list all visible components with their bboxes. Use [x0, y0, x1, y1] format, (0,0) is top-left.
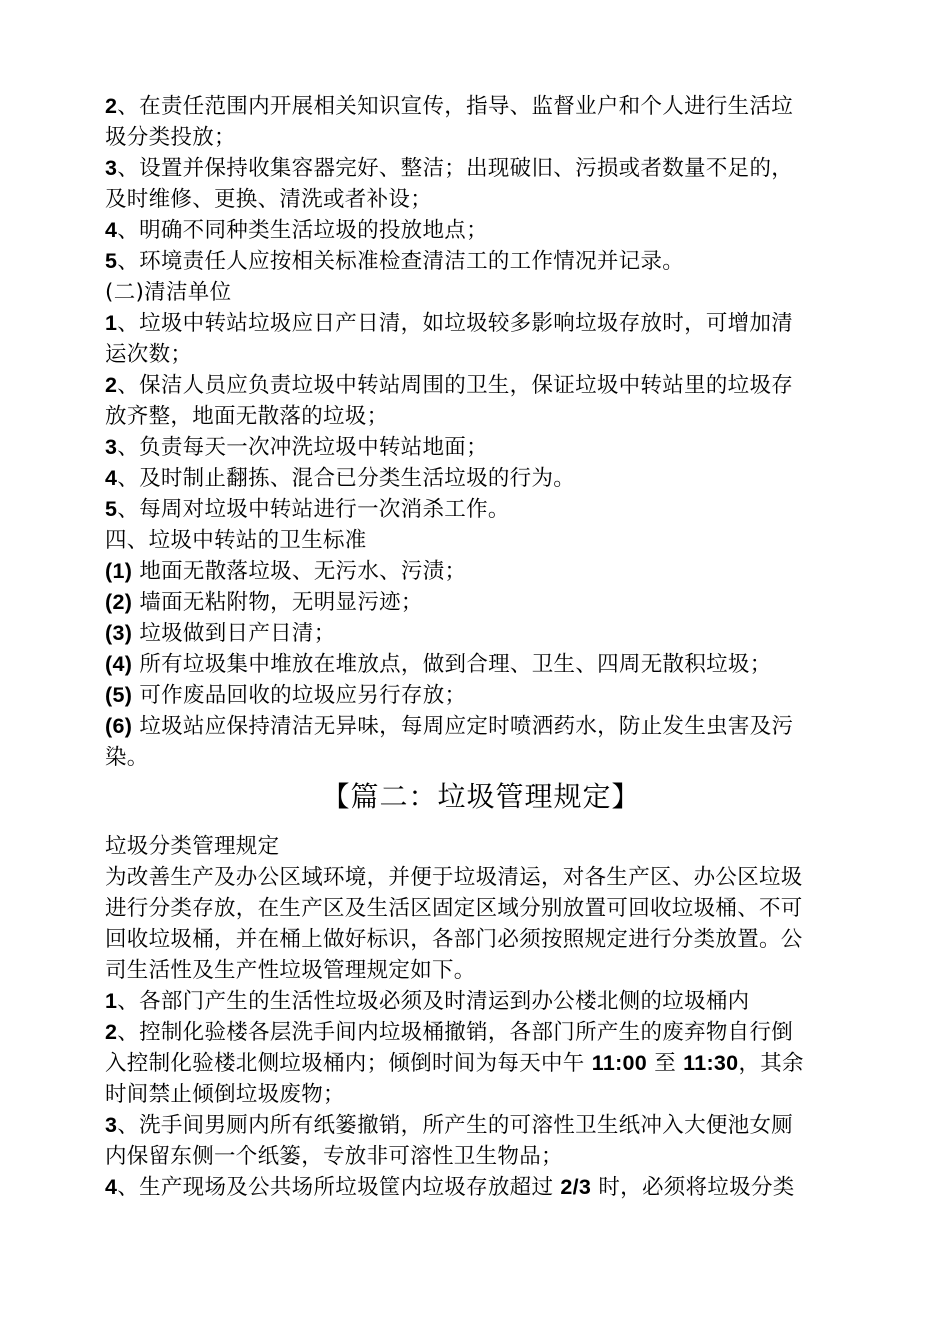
line-text-middle: 至 — [647, 1051, 684, 1076]
line-text: 可作废品回收的垃圾应另行存放； — [132, 683, 467, 708]
text-line — [105, 1172, 857, 1203]
text-line — [105, 618, 857, 649]
line-text: 、每周对垃圾中转站进行一次消杀工作。 — [117, 497, 510, 522]
text-line — [105, 1079, 857, 1110]
text-line — [105, 649, 857, 680]
item-number: (4) — [105, 652, 133, 676]
item-number: 3 — [105, 435, 118, 459]
item-number: (3) — [105, 621, 133, 645]
text-line — [105, 277, 857, 308]
line-text: 回收垃圾桶，并在桶上做好标识，各部门必须按照规定进行分类放置。公 — [105, 927, 803, 952]
line-text: 所有垃圾集中堆放在堆放点，做到合理、卫生、四周无散积垃圾； — [132, 652, 772, 677]
line-text: 垃圾站应保持清洁无异味，每周应定时喷洒药水，防止发生虫害及污 — [132, 714, 794, 739]
line-text: 时间禁止倾倒垃圾废物； — [105, 1082, 345, 1107]
text-line — [105, 246, 857, 277]
line-text: 、洗手间男厕内所有纸篓撤销，所产生的可溶性卫生纸冲入大便池女厕 — [117, 1113, 794, 1138]
text-line — [105, 1017, 857, 1048]
line-text: 进行分类存放，在生产区及生活区固定区域分别放置可回收垃圾桶、不可 — [105, 896, 803, 921]
item-number: 4 — [105, 1175, 118, 1199]
section-two — [105, 831, 857, 1203]
line-text: 司生活性及生产性垃圾管理规定如下。 — [105, 958, 476, 983]
text-line — [105, 91, 857, 122]
bold-value: 2/3 — [560, 1175, 592, 1199]
line-text-tail: ，其余 — [738, 1051, 804, 1076]
text-line — [105, 862, 857, 893]
text-line — [105, 494, 857, 525]
line-text: 、在责任范围内开展相关知识宣传，指导、监督业户和个人进行生活垃 — [117, 94, 794, 119]
line-text: 垃圾做到日产日清； — [132, 621, 336, 646]
text-line — [105, 986, 857, 1017]
text-line — [105, 711, 857, 742]
text-line — [105, 525, 857, 556]
item-number: 2 — [105, 94, 118, 118]
line-text: 运次数； — [105, 342, 193, 367]
line-text: 四、垃圾中转站的卫生标准 — [105, 528, 367, 553]
line-text: 、垃圾中转站垃圾应日产日清，如垃圾较多影响垃圾存放时，可增加清 — [117, 311, 794, 336]
bold-value: 11:00 — [591, 1051, 648, 1075]
text-line — [105, 370, 857, 401]
text-line — [105, 339, 857, 370]
text-line — [105, 955, 857, 986]
line-text: 、设置并保持收集容器完好、整洁；出现破旧、污损或者数量不足的， — [117, 156, 794, 181]
section-one — [105, 91, 857, 773]
line-text: 垃圾分类管理规定 — [105, 834, 280, 859]
line-text: (二)清洁单位 — [105, 280, 232, 305]
text-line — [105, 153, 857, 184]
text-line — [105, 742, 857, 773]
item-number: 5 — [105, 249, 118, 273]
line-text: 圾分类投放； — [105, 125, 236, 150]
item-number: 5 — [105, 497, 118, 521]
line-text: 、控制化验楼各层洗手间内垃圾桶撤销，各部门所产生的废弃物自行倒 — [117, 1020, 794, 1045]
text-line — [105, 184, 857, 215]
line-text: 、各部门产生的生活性垃圾必须及时清运到办公楼北侧的垃圾桶内 — [117, 989, 750, 1014]
line-text: 放齐整，地面无散落的垃圾； — [105, 404, 389, 429]
item-number: 2 — [105, 373, 118, 397]
text-line — [105, 1141, 857, 1172]
line-text: 、负责每天一次冲洗垃圾中转站地面； — [117, 435, 488, 460]
line-text: 染。 — [105, 745, 149, 770]
item-number: 1 — [105, 989, 118, 1013]
text-line — [105, 556, 857, 587]
item-number: (2) — [105, 590, 133, 614]
item-number: (6) — [105, 714, 133, 738]
text-line — [105, 215, 857, 246]
text-line — [105, 122, 857, 153]
item-number: 4 — [105, 466, 118, 490]
section-heading: 【篇二：垃圾管理规定】 — [321, 780, 641, 813]
item-number: 4 — [105, 218, 118, 242]
document-page — [105, 91, 857, 1203]
text-line — [105, 831, 857, 862]
text-line — [105, 432, 857, 463]
text-line — [105, 463, 857, 494]
text-line — [105, 308, 857, 339]
line-text: 、生产现场及公共场所垃圾筐内垃圾存放超过 — [117, 1175, 561, 1200]
text-line — [105, 1110, 857, 1141]
text-line — [105, 893, 857, 924]
line-text: 、保洁人员应负责垃圾中转站周围的卫生，保证垃圾中转站里的垃圾存 — [117, 373, 794, 398]
line-text: 为改善生产及办公区域环境，并便于垃圾清运，对各生产区、办公区垃圾 — [105, 865, 803, 890]
text-line — [105, 924, 857, 955]
text-line — [105, 401, 857, 432]
line-text: 入控制化验楼北侧垃圾桶内；倾倒时间为每天中午 — [105, 1051, 592, 1076]
line-text: 、明确不同种类生活垃圾的投放地点； — [117, 218, 488, 243]
item-number: (5) — [105, 683, 133, 707]
line-text: 墙面无粘附物，无明显污迹； — [132, 590, 423, 615]
text-line — [105, 587, 857, 618]
line-text: 、环境责任人应按相关标准检查清洁工的工作情况并记录。 — [117, 249, 685, 274]
bold-value: 11:30 — [683, 1051, 739, 1075]
item-number: 1 — [105, 311, 118, 335]
line-text: 内保留东侧一个纸篓，专放非可溶性卫生物品； — [105, 1144, 563, 1169]
item-number: 3 — [105, 1113, 118, 1137]
line-text: 及时维修、更换、清洗或者补设； — [105, 187, 433, 212]
line-text-middle: 时，必须将垃圾分类 — [591, 1175, 795, 1200]
text-line — [105, 680, 857, 711]
line-text: 、及时制止翻拣、混合已分类生活垃圾的行为。 — [117, 466, 576, 491]
item-number: (1) — [105, 559, 133, 583]
text-line — [105, 1048, 857, 1079]
line-text: 地面无散落垃圾、无污水、污渍； — [132, 559, 467, 584]
item-number: 3 — [105, 156, 118, 180]
item-number: 2 — [105, 1020, 118, 1044]
